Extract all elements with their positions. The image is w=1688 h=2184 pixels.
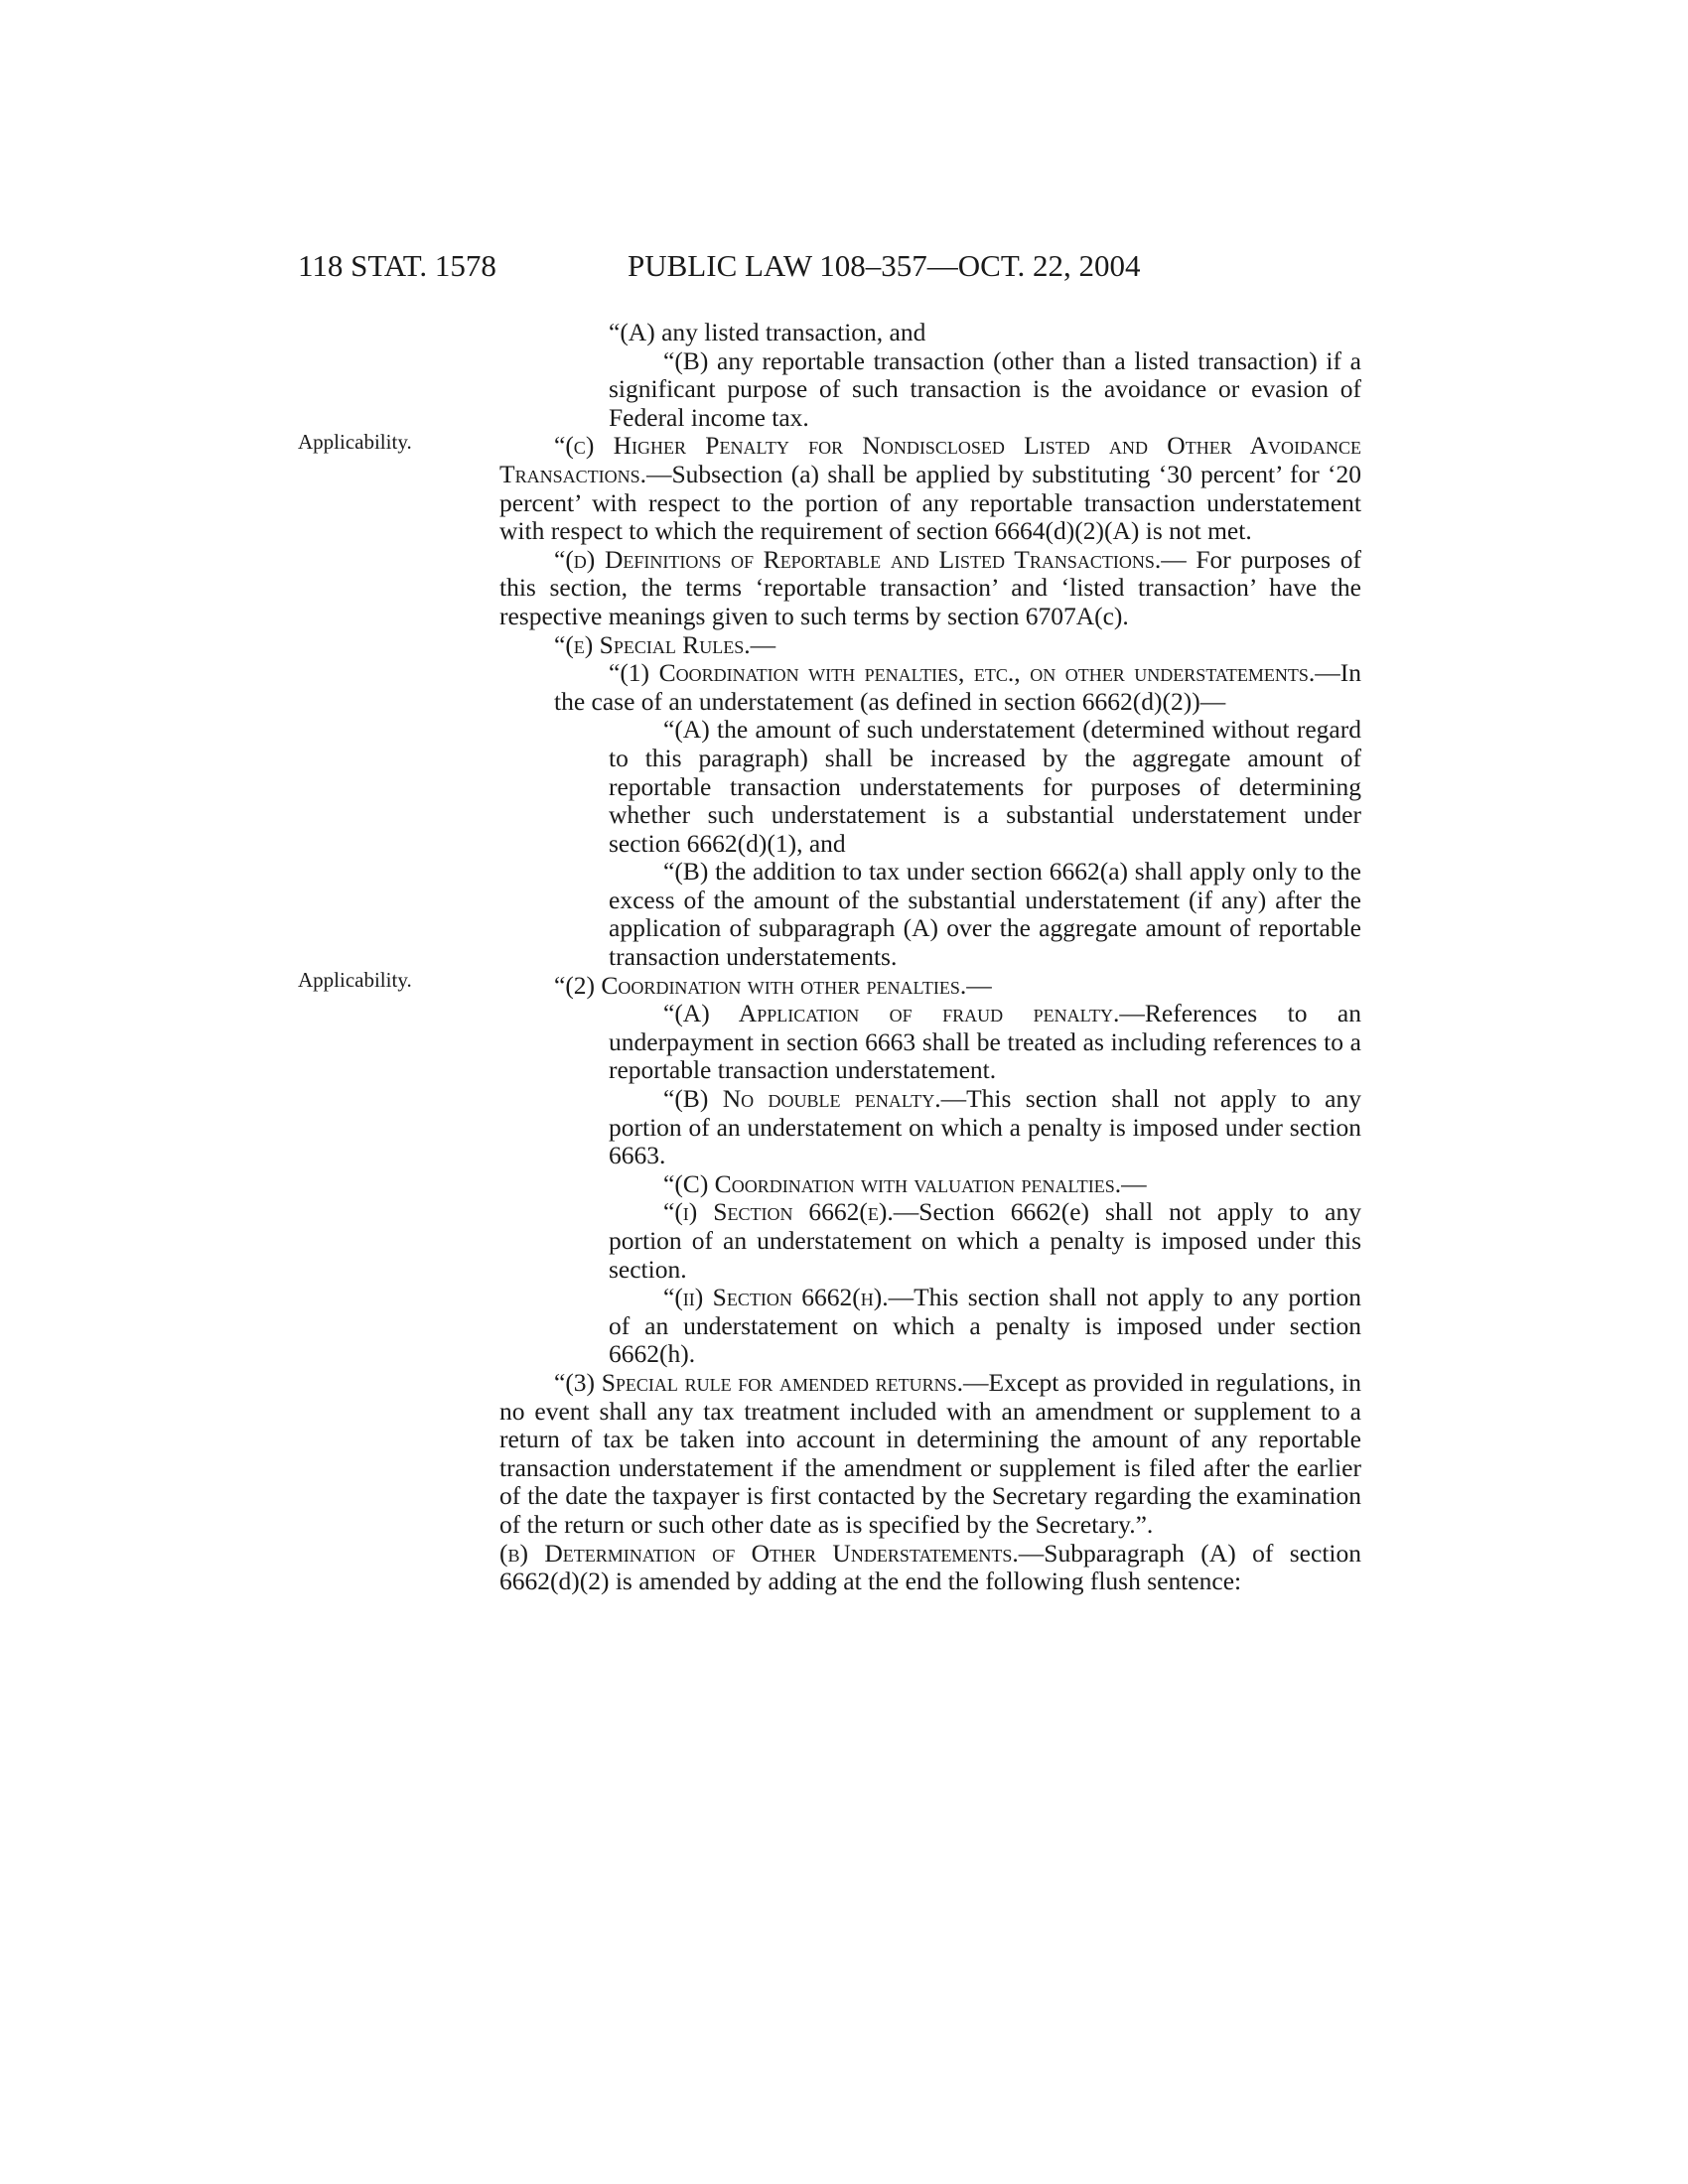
para-e-2-C-i (499, 1198, 1361, 1284)
para-d (499, 546, 1361, 631)
para-d-heading: “(d) Definitions of Reportable and Listed Transactions.— (554, 544, 1187, 574)
para-a-A: “(A) any listed transaction, and (609, 318, 926, 346)
margin-note-applicability-2: Applicability. (298, 968, 412, 992)
para-e-2-heading-text: “(2) Coordination with other penalties.— (554, 970, 992, 1000)
para-e-2-C-i-heading: “(i) Section 6662(e).— (663, 1197, 919, 1227)
para-e-2-C-ii-heading: “(ii) Section 6662(h).— (663, 1283, 914, 1312)
para-c-heading: “(c) Higher Penalty for Nondisclosed Listed and Other Avoidance Transactions.— (499, 431, 1361, 488)
margin-note-applicability-1: Applicability. (298, 430, 412, 454)
para-d-text: For purposes of this section, the terms ‘reportable transaction’ and ‘listed transaction’ have the respective meanings given to such terms by section 6707A(c). (499, 544, 1362, 630)
para-b (499, 1540, 1361, 1596)
page-header (298, 246, 1370, 286)
para-c (499, 432, 1361, 545)
para-e-2-A-heading: “(A) Application of fraud penalty.— (663, 999, 1145, 1028)
para-e-heading (499, 631, 1361, 660)
para-e-1 (499, 659, 1361, 716)
para-e-heading-text: “(e) Special Rules.— (554, 629, 776, 659)
para-e-1-heading: “(1) Coordination with penalties, etc., on other understatements.— (609, 658, 1340, 688)
para-e-1-text: In the case of an understatement (as defined in section 6662(d)(2))— (554, 658, 1361, 716)
statute-body (499, 319, 1361, 1596)
statute-page-number: 118 STAT. 1578 (298, 248, 496, 283)
para-e-3-text: Except as provided in regulations, in no event shall any tax treatment included with an amendment or supplement to a return of tax be taken into account in determining the amount of any reportable transaction understatement if the amendment or supplement is filed after the earlier of the date the taxpayer is first contacted by the Secretary regarding the examination of the return or such other date as is specified by the Secretary.”. (499, 1367, 1361, 1539)
para-e-2-C-heading (499, 1170, 1361, 1199)
para-e-2-C-ii-text: This section shall not apply to any portion of an understatement on which a penalty is imposed under section 6662(h). (609, 1283, 1361, 1369)
para-a-B: “(B) any reportable transaction (other than a listed transaction) if a significant purpose of such transaction is the avoidance or evasion of Federal income tax. (609, 345, 1361, 432)
para-e-2-C-i-text: Section 6662(e) shall not apply to any portion of an understatement on which a penalty is imposed under this section. (609, 1197, 1361, 1284)
para-e-2-B (499, 1085, 1361, 1170)
para-b-heading: (b) Determination of Other Understatements.— (499, 1538, 1045, 1568)
para-b-text: Subparagraph (A) of section 6662(d)(2) is amended by adding at the end the following flush sentence: (499, 1538, 1361, 1596)
para-e-2-B-text: This section shall not apply to any portion of an understatement on which a penalty is imposed under section 6663. (609, 1084, 1362, 1170)
para-e-1-B: “(B) the addition to tax under section 6662(a) shall apply only to the excess of the amount of the substantial understatement (if any) after the application of subparagraph (A) over the aggregate amount of reportable transaction understatements. (609, 857, 1361, 972)
para-e-2-C-heading-text: “(C) Coordination with valuation penalties.— (663, 1168, 1147, 1198)
para-e-2-B-heading: “(B) No double penalty.— (663, 1084, 967, 1114)
para-c-text: Subsection (a) shall be applied by substituting ‘30 percent’ for ‘20 percent’ with respect to the portion of any reportable transaction understatement with respect to which the requirement of section 6664(d)(2)(A) is not met. (499, 459, 1361, 546)
para-e-2-C-ii (499, 1284, 1361, 1369)
para-e-3 (499, 1369, 1361, 1540)
para-e-2-A-text: References to an underpayment in section 6663 shall be treated as including references to a reportable transaction understatement. (609, 999, 1361, 1085)
para-e-2-heading (499, 972, 1361, 1001)
para-e-3-heading: “(3) Special rule for amended returns.— (554, 1367, 989, 1397)
running-title: PUBLIC LAW 108–357—OCT. 22, 2004 (628, 248, 1141, 283)
para-e-1-A: “(A) the amount of such understatement (determined without regard to this paragraph) shall be increased by the aggregate amount of reportable transaction understatements for purposes of determining whether such understatement is a substantial understatement under section 6662(d)(1), and (609, 715, 1361, 858)
para-e-2-A (499, 1000, 1361, 1085)
